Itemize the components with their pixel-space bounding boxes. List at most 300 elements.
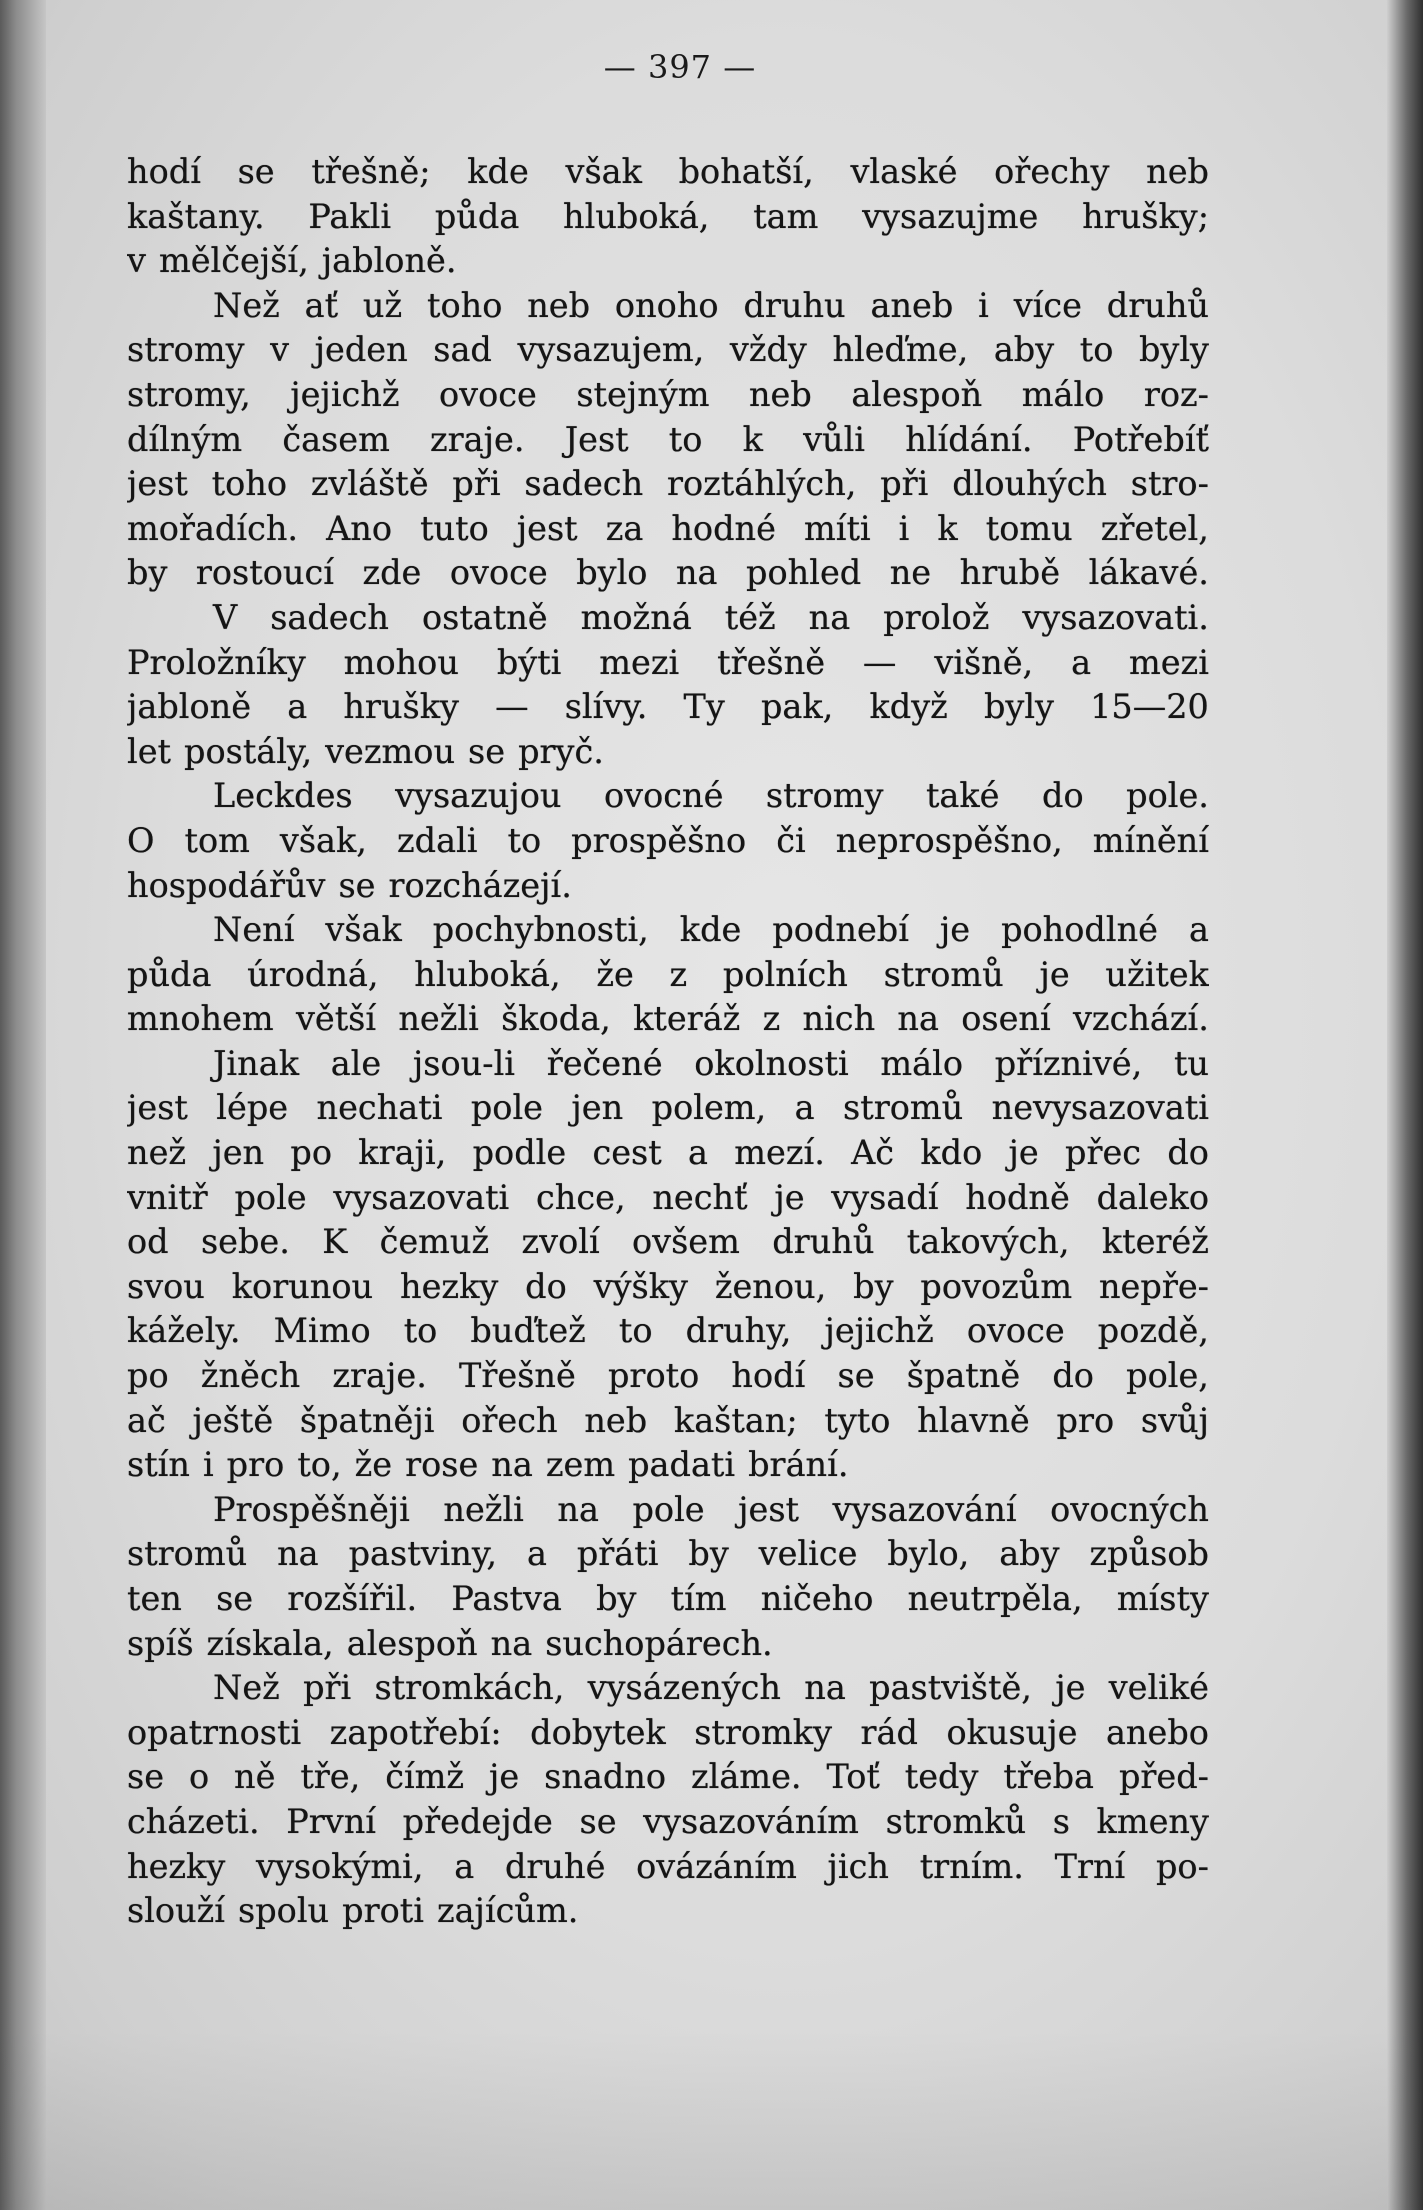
text-line bbox=[127, 953, 1209, 998]
word: od bbox=[127, 1222, 169, 1262]
word: do bbox=[1052, 1356, 1094, 1396]
word: vysazovati. bbox=[1022, 597, 1209, 637]
word: málo bbox=[880, 1043, 964, 1083]
word: jest bbox=[127, 1088, 188, 1128]
word: Mimo bbox=[273, 1311, 371, 1351]
word: polem, bbox=[651, 1088, 767, 1128]
word: i bbox=[898, 508, 910, 548]
word: je bbox=[1008, 1133, 1039, 1173]
word: je bbox=[774, 1177, 805, 1217]
word: mnohem bbox=[127, 999, 274, 1039]
text-line bbox=[127, 864, 1209, 909]
word: lákavé. bbox=[1088, 553, 1209, 593]
word: třeba bbox=[1003, 1757, 1095, 1797]
word: jeden bbox=[314, 330, 408, 370]
word: dobytek bbox=[530, 1712, 666, 1752]
text-line bbox=[127, 1042, 1209, 1087]
word: nepře- bbox=[1098, 1266, 1209, 1306]
word: neutrpěla, bbox=[907, 1579, 1083, 1618]
word: pozdě, bbox=[1097, 1311, 1209, 1351]
text-line bbox=[127, 507, 1209, 552]
word: se bbox=[338, 865, 376, 905]
word: hodí bbox=[731, 1356, 806, 1396]
word: hleďme, bbox=[832, 330, 969, 370]
word: bylo bbox=[576, 553, 648, 593]
word: to bbox=[618, 1311, 653, 1351]
word: by bbox=[596, 1579, 637, 1618]
word: kde bbox=[679, 910, 742, 950]
word: pole, bbox=[1126, 1356, 1209, 1396]
word: neb bbox=[584, 1400, 648, 1440]
word: větší bbox=[295, 999, 377, 1039]
word: přec bbox=[1065, 1133, 1142, 1173]
word: ten bbox=[127, 1579, 182, 1618]
word: — bbox=[495, 687, 529, 727]
word: do bbox=[525, 1266, 567, 1306]
word: ostatně bbox=[421, 597, 548, 637]
text-line bbox=[127, 1622, 1209, 1667]
word: stín bbox=[127, 1445, 190, 1485]
word: když bbox=[869, 687, 948, 727]
text-line bbox=[127, 1488, 1209, 1533]
text-line bbox=[127, 641, 1209, 686]
word: získala, bbox=[206, 1623, 334, 1663]
word: je bbox=[1055, 1668, 1086, 1708]
word: vezmou bbox=[325, 731, 456, 771]
word: však, bbox=[279, 820, 367, 860]
word: Leckdes bbox=[213, 776, 353, 816]
word: alespoň bbox=[851, 374, 983, 414]
word: už bbox=[362, 285, 403, 325]
word: tam bbox=[753, 196, 819, 236]
word: ně bbox=[234, 1757, 276, 1797]
page-bottom-tone bbox=[0, 2030, 1423, 2210]
word: pole bbox=[632, 1489, 705, 1529]
word: řečené bbox=[546, 1043, 663, 1083]
word: bylo, bbox=[887, 1534, 970, 1574]
word: to bbox=[668, 419, 703, 459]
word: toho bbox=[427, 285, 503, 325]
word: 15—20 bbox=[1090, 687, 1209, 727]
word: bohatší, bbox=[678, 152, 814, 191]
word: chce, bbox=[536, 1177, 626, 1217]
word: buďtež bbox=[470, 1311, 586, 1351]
word: kde bbox=[467, 152, 529, 191]
word: by bbox=[127, 553, 168, 593]
word: nevysazovati bbox=[991, 1088, 1209, 1128]
word: neb bbox=[527, 285, 591, 325]
word: že bbox=[596, 954, 634, 994]
word: tu bbox=[1173, 1043, 1209, 1083]
word: pole. bbox=[1126, 776, 1209, 816]
word: kteréž bbox=[1101, 1222, 1209, 1262]
word: Pakli bbox=[308, 196, 392, 236]
word: mezi bbox=[599, 642, 680, 682]
word: na bbox=[490, 1623, 533, 1663]
word: se bbox=[579, 1801, 617, 1841]
word: druhů bbox=[1106, 285, 1209, 325]
word: ovoce bbox=[439, 374, 537, 414]
word: pohled bbox=[746, 553, 862, 593]
word: onoho bbox=[614, 285, 719, 325]
word: půda bbox=[434, 196, 520, 236]
text-line bbox=[127, 1399, 1209, 1444]
word: po- bbox=[1155, 1846, 1209, 1886]
word: ovocných bbox=[1050, 1489, 1209, 1529]
word: více bbox=[1013, 285, 1082, 325]
word: lépe bbox=[216, 1088, 289, 1128]
word: dílným bbox=[127, 419, 243, 459]
word: ještě bbox=[192, 1400, 274, 1440]
word: časem bbox=[282, 419, 390, 459]
word: se bbox=[216, 1579, 254, 1618]
word: jen bbox=[571, 1088, 624, 1128]
word: před- bbox=[1118, 1757, 1209, 1797]
word: vzchází. bbox=[1073, 999, 1209, 1039]
word: takových, bbox=[906, 1222, 1070, 1262]
word: mezi bbox=[1128, 642, 1209, 682]
word: to bbox=[403, 1311, 438, 1351]
text-line bbox=[127, 284, 1209, 329]
word: sebe. bbox=[200, 1222, 290, 1262]
word: Jinak bbox=[213, 1043, 299, 1083]
word: ovoce bbox=[966, 1311, 1065, 1351]
word: na bbox=[277, 1534, 319, 1574]
word: přáti bbox=[576, 1534, 659, 1574]
text-line bbox=[127, 596, 1209, 641]
word: toho bbox=[211, 464, 288, 504]
text-line bbox=[127, 774, 1209, 819]
word: Ano bbox=[326, 508, 393, 548]
word: pastviny, bbox=[348, 1534, 498, 1574]
word: trním. bbox=[919, 1846, 1024, 1886]
word: prolož bbox=[883, 597, 990, 637]
word: vlaské bbox=[850, 152, 958, 191]
word: nežli bbox=[443, 1489, 524, 1529]
word: s bbox=[1052, 1801, 1070, 1841]
word: k bbox=[937, 508, 958, 548]
word: Jest bbox=[564, 419, 629, 459]
text-line bbox=[127, 239, 1209, 284]
page-edge-shadow bbox=[1387, 0, 1423, 2210]
word: pohodlné bbox=[1001, 910, 1158, 950]
word: stromky bbox=[694, 1712, 833, 1752]
word: se bbox=[837, 1356, 875, 1396]
word: suchopárech. bbox=[545, 1623, 773, 1663]
word: Než bbox=[213, 285, 280, 325]
word: na bbox=[804, 1668, 846, 1708]
word: z bbox=[669, 954, 688, 994]
word: aby bbox=[993, 330, 1055, 370]
word: zem bbox=[545, 1445, 616, 1485]
word: a bbox=[1071, 642, 1092, 682]
word: při bbox=[452, 464, 501, 504]
word: to bbox=[507, 820, 542, 860]
word: byly bbox=[983, 687, 1054, 727]
word: neprospěšno, bbox=[835, 820, 1063, 860]
text-line bbox=[127, 1309, 1209, 1354]
word: v bbox=[270, 330, 290, 370]
word: stejným bbox=[576, 374, 710, 414]
word: aneb bbox=[870, 285, 954, 325]
word: žněch bbox=[200, 1356, 301, 1396]
word: zde bbox=[362, 553, 422, 593]
word: kraji, bbox=[358, 1133, 447, 1173]
word: a bbox=[454, 1846, 475, 1886]
word: pro bbox=[226, 1445, 285, 1485]
word: cházeti. bbox=[127, 1801, 260, 1841]
word: možná bbox=[580, 597, 692, 637]
word: druhy, bbox=[685, 1311, 792, 1351]
word: na bbox=[491, 1445, 533, 1485]
word: brání. bbox=[748, 1445, 849, 1485]
word: za bbox=[605, 508, 644, 548]
page-gutter-shadow bbox=[0, 0, 46, 2210]
word: hrušky; bbox=[1082, 196, 1209, 236]
word: ale bbox=[330, 1043, 382, 1083]
word: jest bbox=[516, 508, 578, 548]
word: tyto bbox=[824, 1400, 891, 1440]
word: po bbox=[127, 1356, 169, 1396]
word: roztáhlých, bbox=[666, 464, 857, 504]
word: okolnosti bbox=[694, 1043, 849, 1083]
text-line bbox=[127, 1577, 1209, 1622]
word: mělčejší, bbox=[158, 241, 309, 281]
word: do bbox=[1042, 776, 1084, 816]
word: o bbox=[188, 1757, 210, 1797]
word: nechť bbox=[652, 1177, 748, 1217]
word: a bbox=[526, 1534, 547, 1574]
word: vnitř bbox=[127, 1177, 208, 1217]
word: vysazujou bbox=[395, 776, 562, 816]
word: na bbox=[897, 999, 939, 1039]
word: příznivé, bbox=[994, 1043, 1143, 1083]
word: hezky bbox=[127, 1846, 226, 1886]
word: daleko bbox=[1096, 1177, 1209, 1217]
word: též bbox=[724, 597, 776, 637]
word: třešně; bbox=[311, 152, 431, 191]
word: stromů bbox=[127, 1534, 248, 1574]
word: ovoce bbox=[449, 553, 548, 593]
word: ořechy bbox=[994, 152, 1110, 191]
word: slívy. bbox=[564, 687, 648, 727]
word: jen bbox=[212, 1133, 265, 1173]
word: míti bbox=[803, 508, 871, 548]
word: a bbox=[1188, 910, 1209, 950]
word: pryč. bbox=[518, 731, 604, 771]
word: čímž bbox=[385, 1757, 465, 1797]
word: stro- bbox=[1130, 464, 1209, 504]
word: hrubě bbox=[959, 553, 1061, 593]
word: V bbox=[213, 597, 238, 637]
word: hezky bbox=[400, 1266, 499, 1306]
word: k bbox=[742, 419, 763, 459]
word: z bbox=[762, 999, 781, 1039]
word: třešně bbox=[717, 642, 826, 682]
word: vysazovati bbox=[333, 1177, 510, 1217]
text-line bbox=[127, 551, 1209, 596]
word: neb bbox=[1146, 152, 1209, 191]
word: špatněji bbox=[299, 1400, 435, 1440]
text-line bbox=[127, 1800, 1209, 1845]
word: prospěšno bbox=[571, 820, 747, 860]
word: hluboká, bbox=[414, 954, 561, 994]
word: vysokými, bbox=[255, 1846, 424, 1886]
word: čemuž bbox=[379, 1222, 490, 1262]
word: Toť bbox=[826, 1757, 880, 1797]
word: druhé bbox=[504, 1846, 606, 1886]
word: Není bbox=[213, 910, 295, 950]
word: polních bbox=[722, 954, 848, 994]
word: by bbox=[853, 1266, 894, 1306]
text-line bbox=[127, 1354, 1209, 1399]
word: pole bbox=[470, 1088, 543, 1128]
word: zapotřebí: bbox=[329, 1712, 502, 1752]
text-line bbox=[127, 1532, 1209, 1577]
word: veliké bbox=[1108, 1668, 1209, 1708]
word: Než bbox=[213, 1668, 280, 1708]
text-line bbox=[127, 1131, 1209, 1176]
word: to bbox=[1079, 330, 1114, 370]
word: stromy bbox=[127, 330, 245, 370]
word: hodí bbox=[127, 152, 201, 191]
word: proto bbox=[607, 1356, 700, 1396]
word: jsou-li bbox=[412, 1043, 515, 1083]
word: mezí. bbox=[734, 1133, 825, 1173]
word: vysázených bbox=[587, 1668, 781, 1708]
word: že bbox=[354, 1445, 393, 1485]
text-line bbox=[127, 1086, 1209, 1131]
word: okusuje bbox=[946, 1712, 1078, 1752]
word: jejichž bbox=[824, 1311, 934, 1351]
word: zraje. bbox=[332, 1356, 427, 1396]
text-line bbox=[127, 328, 1209, 373]
word: povozům bbox=[920, 1266, 1073, 1306]
word: na bbox=[557, 1489, 599, 1529]
word: roz- bbox=[1143, 374, 1209, 414]
page-number: — 397 — bbox=[603, 48, 757, 86]
word: pro bbox=[1056, 1400, 1115, 1440]
word: svůj bbox=[1140, 1400, 1209, 1440]
word: tím bbox=[670, 1579, 727, 1618]
text-line bbox=[127, 908, 1209, 953]
word: sad bbox=[433, 330, 492, 370]
word: úrodná, bbox=[247, 954, 379, 994]
word: na bbox=[808, 597, 851, 637]
word: zdali bbox=[396, 820, 478, 860]
word: zláme. bbox=[690, 1757, 802, 1797]
word: druhu bbox=[743, 285, 846, 325]
word: mořadích. bbox=[127, 508, 299, 548]
word: mínění bbox=[1092, 820, 1209, 860]
word: Pastva bbox=[451, 1579, 562, 1618]
word: snadno bbox=[544, 1757, 667, 1797]
word: a bbox=[687, 1133, 708, 1173]
word: velice bbox=[758, 1534, 858, 1574]
word: pochybnosti, bbox=[432, 910, 649, 950]
word: nežli bbox=[398, 999, 479, 1039]
text-line bbox=[127, 685, 1209, 730]
word: tře, bbox=[300, 1757, 361, 1797]
text-line bbox=[127, 1176, 1209, 1221]
word: se bbox=[468, 731, 506, 771]
word: při bbox=[303, 1668, 352, 1708]
word: či bbox=[776, 820, 806, 860]
word: stromků bbox=[885, 1801, 1027, 1841]
bleed-through-text bbox=[127, 1872, 1209, 1982]
word: škoda, bbox=[501, 999, 611, 1039]
word: hluboká, bbox=[563, 196, 710, 236]
word: neb bbox=[748, 374, 812, 414]
word: nich bbox=[802, 999, 876, 1039]
word: vysazujem, bbox=[517, 330, 705, 370]
word: tomu bbox=[985, 508, 1073, 548]
word: pole bbox=[234, 1177, 307, 1217]
word: stromů bbox=[843, 1088, 964, 1128]
word: málo bbox=[1021, 374, 1105, 414]
word: ne bbox=[889, 553, 932, 593]
text-line bbox=[127, 150, 1209, 195]
word: způsob bbox=[1089, 1534, 1209, 1574]
word: jest bbox=[127, 464, 188, 504]
word: výšky bbox=[593, 1266, 688, 1306]
word: jejichž bbox=[290, 374, 400, 414]
word: sadech bbox=[524, 464, 644, 504]
word: jest bbox=[738, 1489, 800, 1529]
word: kážely. bbox=[127, 1311, 241, 1351]
word: alespoň bbox=[346, 1623, 478, 1663]
word: kteráž bbox=[633, 999, 741, 1039]
word: spíš bbox=[127, 1623, 194, 1663]
word: pastviště, bbox=[869, 1668, 1032, 1708]
word: rád bbox=[860, 1712, 918, 1752]
word: tuto bbox=[420, 508, 489, 548]
text-line bbox=[127, 373, 1209, 418]
word: dlouhých bbox=[952, 464, 1107, 504]
word: rozšířil. bbox=[287, 1579, 418, 1618]
word: také bbox=[925, 776, 1000, 816]
word: kaštany. bbox=[127, 196, 265, 236]
word: višně, bbox=[934, 642, 1034, 682]
word: svou bbox=[127, 1266, 205, 1306]
word: by bbox=[688, 1534, 729, 1574]
word: však bbox=[325, 910, 402, 950]
word: druhů bbox=[772, 1222, 875, 1262]
text-line bbox=[127, 1755, 1209, 1800]
word: vysazováním bbox=[643, 1801, 859, 1841]
word: hlavně bbox=[917, 1400, 1030, 1440]
text-line bbox=[127, 1220, 1209, 1265]
word: jich bbox=[827, 1846, 889, 1886]
word: K bbox=[322, 1222, 348, 1262]
word: opatrnosti bbox=[127, 1712, 302, 1752]
text-line bbox=[127, 1265, 1209, 1310]
word: pak, bbox=[760, 687, 834, 727]
word: O bbox=[127, 820, 155, 860]
word: sadech bbox=[270, 597, 389, 637]
word: v bbox=[127, 241, 146, 281]
word: spolu bbox=[238, 1891, 330, 1931]
word: slouží bbox=[127, 1891, 226, 1931]
word: Prospěšněji bbox=[213, 1489, 410, 1529]
word: zřetel, bbox=[1100, 508, 1209, 548]
word: stromkách, bbox=[374, 1668, 565, 1708]
word: korunou bbox=[231, 1266, 374, 1306]
word: zraje. bbox=[430, 419, 525, 459]
word: tedy bbox=[904, 1757, 979, 1797]
word: vysazování bbox=[832, 1489, 1017, 1529]
word: Ty bbox=[683, 687, 725, 727]
